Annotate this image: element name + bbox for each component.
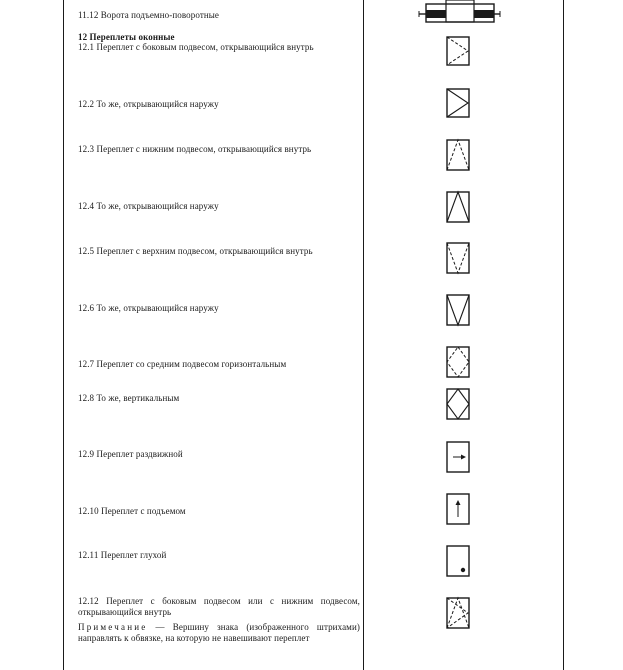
row-12-7-text: 12.7 Переплет со средним подвесом горизонтальным <box>78 359 287 369</box>
sliding-sash-icon <box>446 441 470 473</box>
lifting-sash-icon <box>446 493 470 525</box>
row-12-12-text: 12.12 Переплет с боковым подвесом или с нижним подвесом, открывающийся внутрь <box>78 596 360 617</box>
row-12-4-text: 12.4 То же, открывающийся наружу <box>78 201 219 211</box>
note-label: Примечание <box>78 622 148 632</box>
top-hung-inward-icon <box>446 242 470 274</box>
fixed-sash-icon <box>446 545 470 577</box>
row-12-6-text: 12.6 То же, открывающийся наружу <box>78 303 219 313</box>
bottom-hung-outward-icon <box>446 191 470 223</box>
row-12-1-text: 12.1 Переплет с боковым подвесом, открывающийся внутрь <box>78 42 314 52</box>
note-text: — Вершину знака (изображенного штрихами) направлять к обвязке, на которую не навешивают переплет <box>78 622 360 643</box>
side-hung-outward-icon <box>446 88 470 118</box>
side-hung-inward-icon <box>446 36 470 66</box>
side-or-bottom-hung-inward-icon <box>446 597 470 629</box>
row-12-3-text: 12.3 Переплет с нижним подвесом, открывающийся внутрь <box>78 144 312 154</box>
table-column-divider <box>363 0 364 670</box>
row-12-9-text: 12.9 Переплет раздвижной <box>78 449 183 459</box>
row-12-5-text: 12.5 Переплет с верхним подвесом, открывающийся внутрь <box>78 246 313 256</box>
row-12-10-text: 12.10 Переплет с подъемом <box>78 506 186 516</box>
center-pivot-vertical-icon <box>446 388 470 420</box>
row-12-11-text: 12.11 Переплет глухой <box>78 550 167 560</box>
lift-turn-gate-icon <box>418 0 502 28</box>
bottom-hung-inward-icon <box>446 139 470 171</box>
center-pivot-horizontal-icon <box>446 346 470 378</box>
top-hung-outward-icon <box>446 294 470 326</box>
table-left-border <box>63 0 64 670</box>
row-12-8-text: 12.8 То же, вертикальным <box>78 393 180 403</box>
section-heading: 12 Переплеты оконные <box>78 32 175 42</box>
row-11-12-text: 11.12 Ворота подъемно-поворотные <box>78 10 220 20</box>
table-right-border <box>563 0 564 670</box>
note <box>78 622 360 644</box>
row-12-2-text: 12.2 То же, открывающийся наружу <box>78 99 219 109</box>
